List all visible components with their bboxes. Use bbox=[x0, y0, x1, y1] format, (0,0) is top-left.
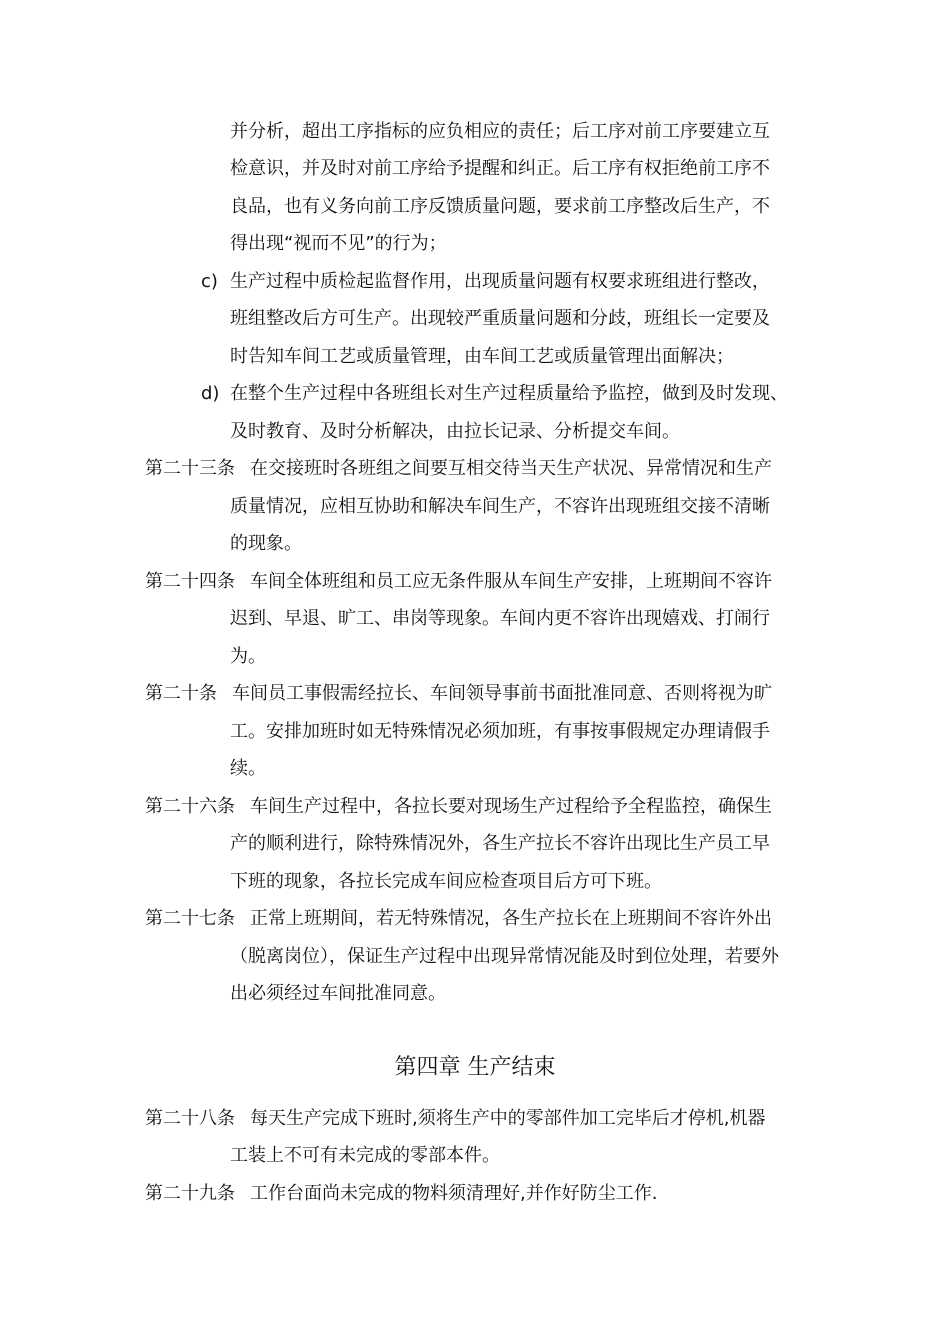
text-line: 工装上不可有未完成的零部本件。 bbox=[230, 1145, 500, 1166]
article-label: 第二十三条 bbox=[145, 458, 235, 479]
text-line: 为。 bbox=[230, 646, 266, 667]
text-line: 的现象。 bbox=[230, 533, 302, 554]
list-item-marker: d) bbox=[201, 383, 220, 404]
article-label: 第二十条 bbox=[145, 683, 217, 704]
text-line: 车间生产过程中，各拉长要对现场生产过程给予全程监控，确保生 bbox=[250, 796, 772, 817]
text-line: 车间员工事假需经拉长、车间领导事前书面批准同意、否则将视为旷 bbox=[232, 683, 772, 704]
text-line: 迟到、早退、旷工、串岗等现象。车间内更不容许出现嬉戏、打闹行 bbox=[230, 608, 770, 629]
article-label: 第二十七条 bbox=[145, 908, 235, 929]
text-line: 及时教育、及时分析解决，由拉长记录、分析提交车间。 bbox=[230, 421, 680, 442]
list-item-marker: c) bbox=[201, 271, 218, 292]
text-line: 出必须经过车间批准同意。 bbox=[230, 983, 446, 1004]
chapter-heading: 第四章 生产结束 bbox=[394, 1055, 556, 1080]
text-line: 每天生产完成下班时,须将生产中的零部件加工完毕后才停机,机器 bbox=[250, 1108, 766, 1129]
text-line: 生产过程中质检起监督作用，出现质量问题有权要求班组进行整改， bbox=[230, 271, 770, 292]
text-line: 工作台面尚未完成的物料须清理好,并作好防尘工作. bbox=[250, 1183, 658, 1204]
text-line: （脱离岗位），保证生产过程中出现异常情况能及时到位处理，若要外 bbox=[230, 946, 779, 967]
text-line: 下班的现象，各拉长完成车间应检查项目后方可下班。 bbox=[230, 871, 662, 892]
text-line: 在整个生产过程中各班组长对生产过程质量给予监控，做到及时发现、 bbox=[230, 383, 788, 404]
text-line: 良品，也有义务向前工序反馈质量问题，要求前工序整改后生产，不 bbox=[230, 196, 770, 217]
text-line: 工。安排加班时如无特殊情况必须加班，有事按事假规定办理请假手 bbox=[230, 721, 770, 742]
text-line: 产的顺利进行，除特殊情况外，各生产拉长不容许出现比生产员工早 bbox=[230, 833, 770, 854]
article-label: 第二十八条 bbox=[145, 1108, 235, 1129]
text-line: 正常上班期间，若无特殊情况，各生产拉长在上班期间不容许外出 bbox=[250, 908, 772, 929]
text-line: 检意识，并及时对前工序给予提醒和纠正。后工序有权拒绝前工序不 bbox=[230, 158, 770, 179]
text-line: 并分析，超出工序指标的应负相应的责任；后工序对前工序要建立互 bbox=[230, 121, 770, 142]
text-line: 时告知车间工艺或质量管理，由车间工艺或质量管理出面解决； bbox=[230, 346, 734, 367]
text-line: 续。 bbox=[230, 758, 266, 779]
article-label: 第二十九条 bbox=[145, 1183, 235, 1204]
article-label: 第二十四条 bbox=[145, 571, 235, 592]
article-label: 第二十六条 bbox=[145, 796, 235, 817]
text-line: 班组整改后方可生产。出现较严重质量问题和分歧，班组长一定要及 bbox=[230, 308, 770, 329]
text-line: 车间全体班组和员工应无条件服从车间生产安排，上班期间不容许 bbox=[250, 571, 772, 592]
text-line: 得出现“视而不见”的行为； bbox=[230, 233, 447, 254]
text-line: 在交接班时各班组之间要互相交待当天生产状况、异常情况和生产 bbox=[250, 458, 772, 479]
text-line: 质量情况，应相互协助和解决车间生产，不容许出现班组交接不清晰 bbox=[230, 496, 770, 517]
